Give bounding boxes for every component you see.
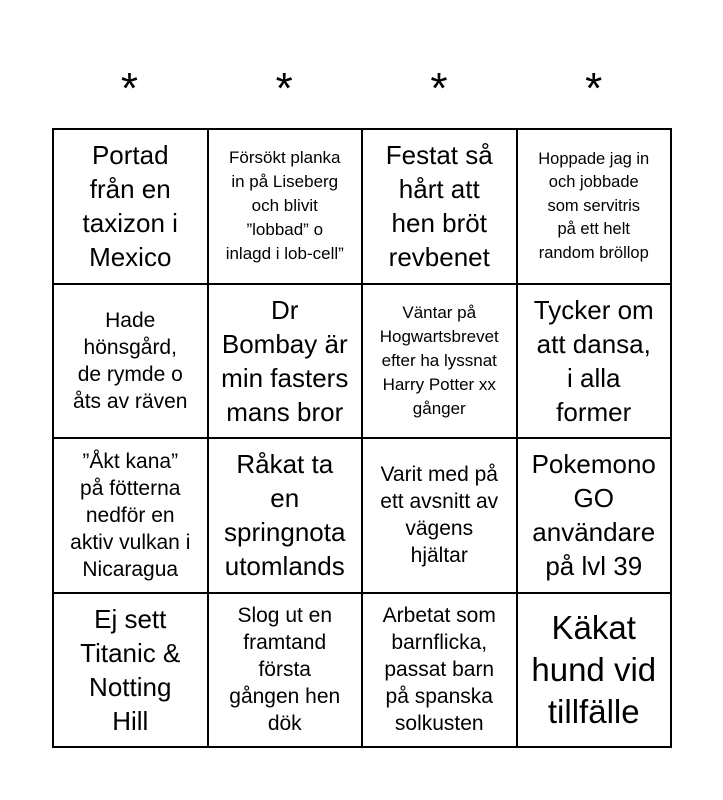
bingo-board (52, 128, 672, 748)
bingo-cell-1[interactable] (54, 130, 209, 285)
bingo-cell-8[interactable] (518, 285, 673, 440)
bingo-cell-11[interactable] (363, 439, 518, 594)
header-star-3: * (430, 64, 448, 113)
bingo-cell-text: Käkat hund vid tillfälle (531, 608, 657, 730)
bingo-cell-text: Väntar på Hogwartsbrevet efter ha lyssnat Harry Potter xx gånger (379, 302, 499, 418)
bingo-cell-9[interactable] (54, 439, 209, 594)
bingo-cell-text: Pokemono GO användare på lvl 39 (531, 449, 656, 582)
bingo-cell-15[interactable] (363, 594, 518, 749)
bingo-cell-7[interactable] (363, 285, 518, 440)
bingo-cell-4[interactable] (518, 130, 673, 285)
bingo-cell-6[interactable] (209, 285, 364, 440)
bingo-cell-text: Hade hönsgård, de rymde o åts av räven (73, 308, 188, 413)
header-star-2: * (275, 64, 293, 113)
bingo-cell-text: Varit med på ett avsnitt av vägens hjältar (380, 463, 499, 568)
header-star-4: * (585, 64, 603, 113)
header-star-1: * (120, 64, 138, 113)
bingo-cell-14[interactable] (209, 594, 364, 749)
bingo-cell-5[interactable] (54, 285, 209, 440)
bingo-cell-text: Slog ut en framtand första gången hen dök (229, 604, 341, 736)
bingo-cell-text: Arbetat som barnflicka, passat barn på spanska solkusten (382, 604, 496, 736)
bingo-cell-text: ”Åkt kana” på fötterna nedför en aktiv vulkan i Nicaragua (70, 449, 191, 581)
bingo-cell-text: Dr Bombay är min fasters mans bror (221, 294, 349, 427)
bingo-cell-text: Ej sett Titanic & Notting Hill (80, 603, 181, 736)
bingo-cell-13[interactable] (54, 594, 209, 749)
bingo-cell-text: Råkat ta en springnota utomlands (224, 449, 346, 582)
bingo-cell-text: Festat så hårt att hen bröt revbenet (385, 140, 493, 273)
bingo-cell-text: Tycker om att dansa, i alla former (533, 294, 654, 427)
bingo-cell-3[interactable] (363, 130, 518, 285)
bingo-cell-16[interactable] (518, 594, 673, 749)
bingo-cell-10[interactable] (209, 439, 364, 594)
bingo-cell-2[interactable] (209, 130, 364, 285)
bingo-cell-text: Hoppade jag in och jobbade som servitris på ett helt random bröllop (538, 149, 650, 262)
bingo-cell-text: Försökt planka in på Liseberg och blivit ”lobbad” o inlagd i lob-cell” (225, 148, 344, 264)
bingo-cell-text: Portad från en taxizon i Mexico (82, 140, 178, 273)
bingo-header (52, 52, 671, 112)
bingo-cell-12[interactable] (518, 439, 673, 594)
